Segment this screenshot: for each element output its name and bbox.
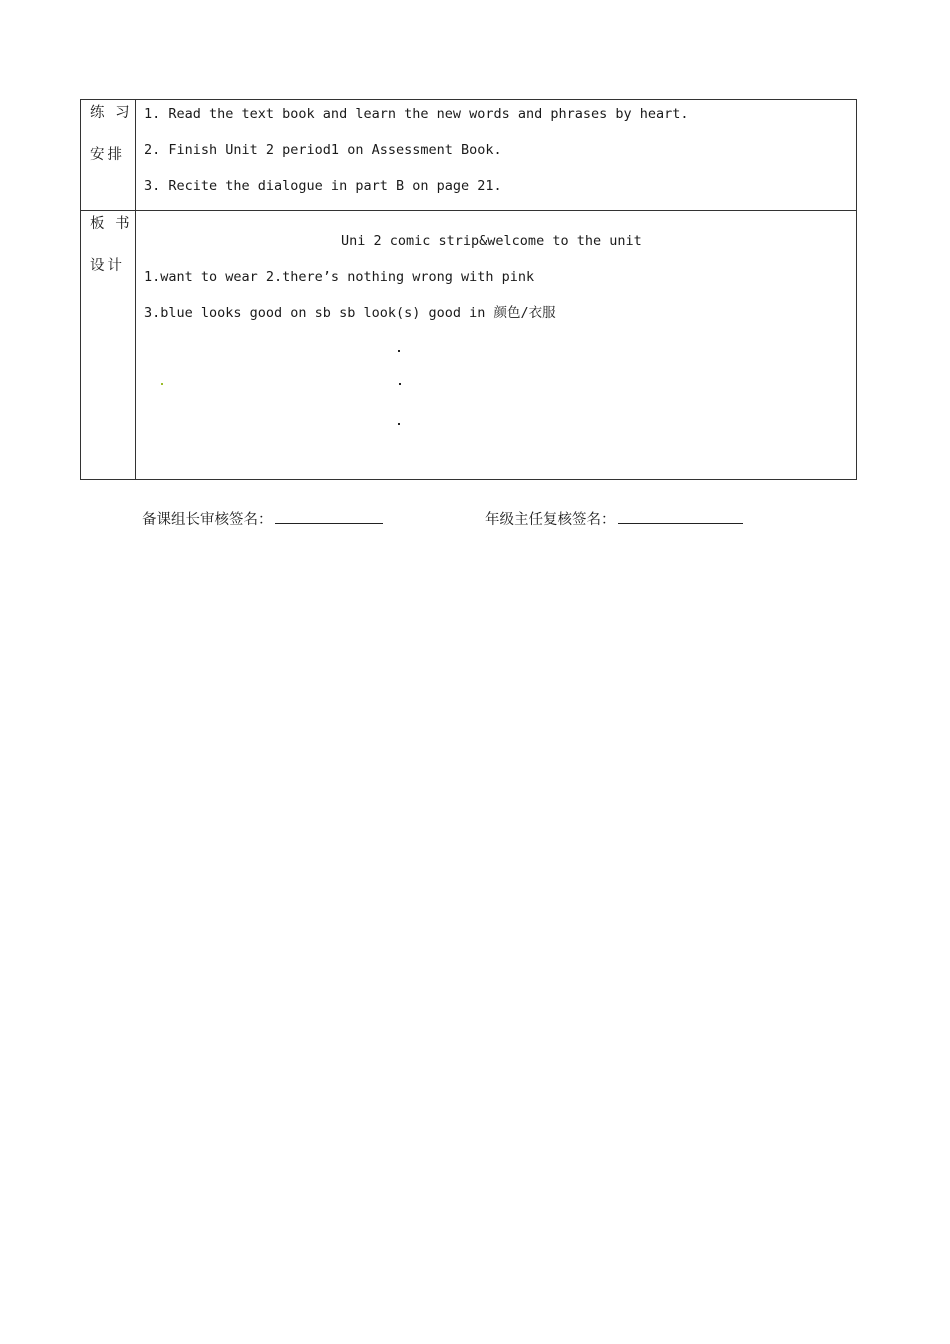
- group-leader-signature: [142, 509, 383, 530]
- board-stray-dot: [161, 383, 163, 385]
- group-leader-signature-blank[interactable]: [275, 509, 383, 524]
- lesson-plan-table: [80, 99, 857, 480]
- practice-item-3: 3. Recite the dialogue in part B on page 21.: [144, 178, 502, 194]
- board-label-line2: 设计: [90, 258, 125, 274]
- practice-label-line1: 练 习: [90, 105, 133, 121]
- board-label-cell: [81, 211, 136, 480]
- grade-director-signature-label: 年级主任复核签名：: [485, 512, 616, 528]
- board-design-row: [81, 211, 857, 480]
- board-dot: [398, 350, 400, 352]
- board-line-2: 3.blue looks good on sb sb look(s) good in 颜色/衣服: [144, 305, 556, 321]
- practice-item-2: 2. Finish Unit 2 period1 on Assessment Book.: [144, 142, 502, 158]
- group-leader-signature-label: 备课组长审核签名：: [142, 512, 273, 528]
- practice-item-1: 1. Read the text book and learn the new words and phrases by heart.: [144, 106, 689, 122]
- practice-label-line2: 安排: [90, 147, 125, 163]
- grade-director-signature: [485, 509, 743, 530]
- board-line-1: 1.want to wear 2.there’s nothing wrong with pink: [144, 269, 535, 285]
- grade-director-signature-blank[interactable]: [618, 509, 743, 524]
- practice-content-cell: [136, 100, 857, 211]
- board-label-line1: 板 书: [90, 216, 133, 232]
- board-content-cell: [136, 211, 857, 480]
- practice-label-cell: [81, 100, 136, 211]
- board-dot: [398, 423, 400, 425]
- practice-row: [81, 100, 857, 211]
- board-dot: [399, 383, 401, 385]
- board-title: Uni 2 comic strip&welcome to the unit: [341, 233, 642, 249]
